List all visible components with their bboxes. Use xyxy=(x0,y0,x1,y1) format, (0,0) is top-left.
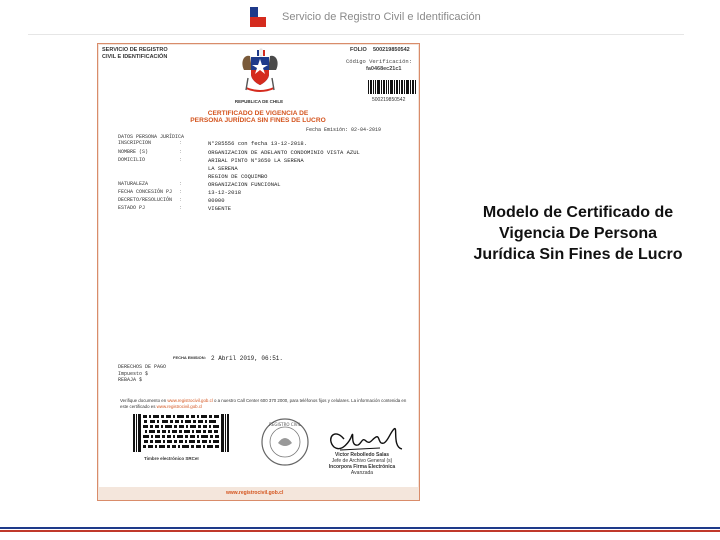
verify-link-2[interactable]: www.registrocivil.gob.cl xyxy=(156,404,202,409)
handwritten-signature xyxy=(320,417,408,455)
agency-line-2: CIVIL E IDENTIFICACIÓN xyxy=(102,54,168,60)
fecha-emision-label: FECHA EMISION: xyxy=(173,355,206,360)
chile-flag-icon xyxy=(250,7,266,27)
certificate-title xyxy=(188,110,328,124)
signer-name: Victor Rebolledo Salas xyxy=(334,452,390,458)
codigo-label: Código Verificación: xyxy=(346,58,413,65)
page-header xyxy=(0,0,720,36)
signer-block xyxy=(312,452,412,476)
section-title: DATOS PERSONA JURÍDICA xyxy=(118,134,185,140)
stamp-text: REGISTRO CIVIL xyxy=(269,422,301,427)
title-line-2: PERSONA JURÍDICA SIN FINES DE LUCRO xyxy=(190,117,326,124)
field-colon: : xyxy=(180,189,182,195)
footer-website-link[interactable]: www.registrocivil.gob.cl xyxy=(226,490,284,496)
field-value: VIGENTE xyxy=(208,205,232,212)
field-value: REGION DE COQUIMBO xyxy=(208,173,268,180)
title-line-1: CERTIFICADO DE VIGENCIA DE xyxy=(207,110,309,117)
agency-line-1: SERVICIO DE REGISTRO xyxy=(102,47,168,53)
barcode-number: 500219850542 xyxy=(372,97,406,103)
field-colon: : xyxy=(180,140,182,146)
field-value: 13-12-2018 xyxy=(208,189,242,196)
certificate-agency xyxy=(102,47,168,61)
republica-label: REPUBLICA DE CHILE xyxy=(234,99,284,104)
agency-title: Servicio de Registro Civil e Identificación xyxy=(282,11,481,23)
timbre-label: Timbre electrónico SRCeI xyxy=(144,456,199,461)
field-label: NOMBRE (S) xyxy=(118,149,149,155)
field-colon: : xyxy=(180,197,182,203)
verify-text-2: o a nuestro Call Center 600 370 2000, para teléfonos fijos y celulares. La información contenida en este certificado es xyxy=(120,398,407,409)
signer-firma: Incorpora Firma Electrónica xyxy=(328,464,396,470)
field-label: DOMICILIO xyxy=(118,157,146,163)
field-value: LA SERENA xyxy=(208,165,238,172)
signer-role: Jefe de Archivo General (s) xyxy=(331,458,393,464)
codigo-value: fa0468ec21c1 xyxy=(366,66,402,72)
folio-label: FOLIO xyxy=(350,47,367,53)
fecha-emision-value: 2 Abril 2019, 06:51. xyxy=(211,355,284,362)
derechos-line: DERECHOS DE PAGO xyxy=(118,364,167,370)
field-colon: : xyxy=(180,181,182,187)
chile-coat-of-arms-icon xyxy=(238,48,282,96)
verify-text-1: Verifique documento en xyxy=(120,398,168,403)
slide-caption: Modelo de Certificado de Vigencia De Persona Jurídica Sin Fines de Lucro xyxy=(473,204,683,263)
derechos-line: Impuesto $ xyxy=(118,371,149,377)
field-colon: : xyxy=(180,149,182,155)
field-value: N°285556 con fecha 13-12-2018. xyxy=(208,140,308,147)
field-value: ORGANIZACION FUNCIONAL xyxy=(208,181,281,188)
field-value: ARIBAL PINTO N°3650 LA SERENA xyxy=(208,157,304,164)
field-label: INSCRIPCION xyxy=(118,140,152,146)
field-value: 00000 xyxy=(208,197,225,204)
field-label: NATURALEZA xyxy=(118,181,149,187)
signer-avanzada: Avanzada xyxy=(350,470,374,476)
certificate-document xyxy=(97,43,420,501)
verification-text xyxy=(120,398,410,410)
bottom-brand-line xyxy=(0,527,720,532)
verify-link-1[interactable]: www.registrocivil.gob.cl xyxy=(167,398,213,403)
derechos-line: REBAJA $ xyxy=(118,377,143,383)
field-colon: : xyxy=(180,205,182,211)
blue-stripe xyxy=(0,527,720,529)
field-colon: : xyxy=(180,157,182,163)
red-stripe xyxy=(0,530,720,532)
field-label: DECRETO/RESOLUCIÓN xyxy=(118,197,173,203)
fecha-emision: Fecha Emisión: 02-04-2019 xyxy=(306,127,382,133)
folio-number: 500219850542 xyxy=(373,47,410,53)
header-divider xyxy=(28,34,684,35)
certificate-footer-bar xyxy=(98,487,419,500)
registry-seal-icon xyxy=(260,417,310,467)
field-value: ORGANIZACION DE ADELANTO CONDOMINIO VISTA AZUL xyxy=(208,149,360,156)
barcode-icon xyxy=(368,80,416,94)
field-label: FECHA CONCESIÓN PJ xyxy=(118,189,173,195)
pdf417-barcode-icon xyxy=(133,414,229,452)
field-label: ESTADO PJ xyxy=(118,205,146,211)
